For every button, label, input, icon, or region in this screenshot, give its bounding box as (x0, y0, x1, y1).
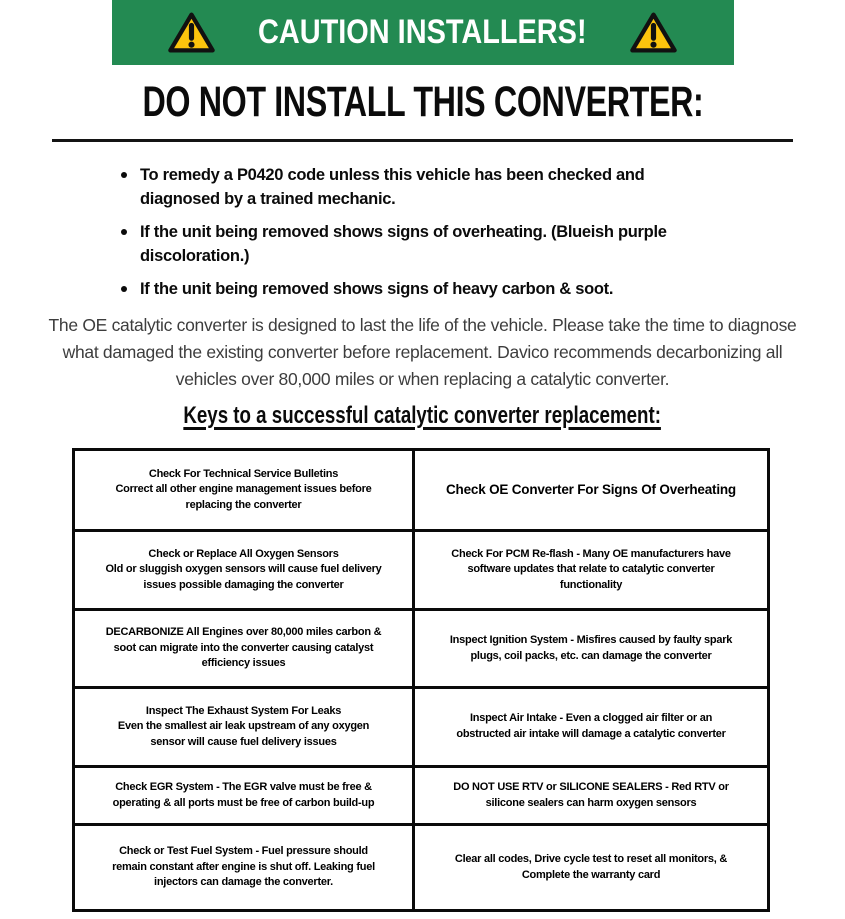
keys-heading: Keys to a successful catalytic converter replacement: (183, 402, 662, 429)
bullet-dot (121, 172, 127, 178)
bullet-dot (121, 286, 127, 292)
table-cell: Check OE Converter For Signs Of Overheating (414, 450, 769, 531)
warning-triangle-icon (168, 11, 215, 54)
table-cell: Check EGR System - The EGR valve must be free & operating & all ports must be free of carbon build-up (74, 767, 414, 825)
table-row (74, 825, 769, 911)
table-cell: DO NOT USE RTV or SILICONE SEALERS - Red RTV or silicone sealers can harm oxygen sensors (414, 767, 769, 825)
heading-wrap (0, 78, 845, 127)
table-cell: Inspect Ignition System - Misfires caused by faulty spark plugs, coil packs, etc. can damage the converter (414, 610, 769, 688)
table-row (74, 610, 769, 688)
warning-text: If the unit being removed shows signs of heavy carbon & soot. (140, 280, 614, 298)
table-cell: Check For Technical Service Bulletins Correct all other engine management issues before replacing the converter (74, 450, 414, 531)
note-paragraph: The OE catalytic converter is designed to last the life of the vehicle. Please take the time to diagnose what damaged the existing converter before replacement. Davico recommends decarbonizing all vehicles over 80,000 miles or when replacing a catalytic converter. (48, 315, 797, 389)
warning-list (121, 163, 771, 301)
caution-banner (112, 0, 734, 65)
table-cell: Inspect The Exhaust System For Leaks Even the smallest air leak upstream of any oxygen sensor will cause fuel delivery issues (74, 688, 414, 767)
table-cell: DECARBONIZE All Engines over 80,000 miles carbon & soot can migrate into the converter causing catalyst efficiency issues (74, 610, 414, 688)
warning-text: If the unit being removed shows signs of overheating. (Blueish purple discoloration.) (140, 223, 667, 265)
table-cell: Check or Replace All Oxygen Sensors Old or sluggish oxygen sensors will cause fuel delivery issues possible damaging the converter (74, 531, 414, 610)
keys-table (72, 448, 770, 912)
list-item (121, 163, 771, 211)
table-cell: Clear all codes, Drive cycle test to reset all monitors, & Complete the warranty card (414, 825, 769, 911)
table-row (74, 450, 769, 531)
divider-line (52, 139, 793, 142)
table-row (74, 767, 769, 825)
keys-heading-wrap (0, 402, 845, 430)
list-item (121, 220, 771, 268)
banner-title: CAUTION INSTALLERS! (258, 13, 587, 51)
table-cell: Check For PCM Re-flash - Many OE manufacturers have software updates that relate to catalytic converter functionality (414, 531, 769, 610)
table-row (74, 688, 769, 767)
table-cell: Inspect Air Intake - Even a clogged air filter or an obstructed air intake will damage a catalytic converter (414, 688, 769, 767)
warning-triangle-icon (630, 11, 677, 54)
warning-text: To remedy a P0420 code unless this vehicle has been checked and diagnosed by a trained mechanic. (140, 166, 645, 208)
bullet-dot (121, 229, 127, 235)
table-cell: Check or Test Fuel System - Fuel pressure should remain constant after engine is shut off. Leaking fuel injectors can damage the converter. (74, 825, 414, 911)
list-item (121, 277, 771, 301)
table-row (74, 531, 769, 610)
page-title: DO NOT INSTALL THIS CONVERTER: (142, 78, 703, 126)
